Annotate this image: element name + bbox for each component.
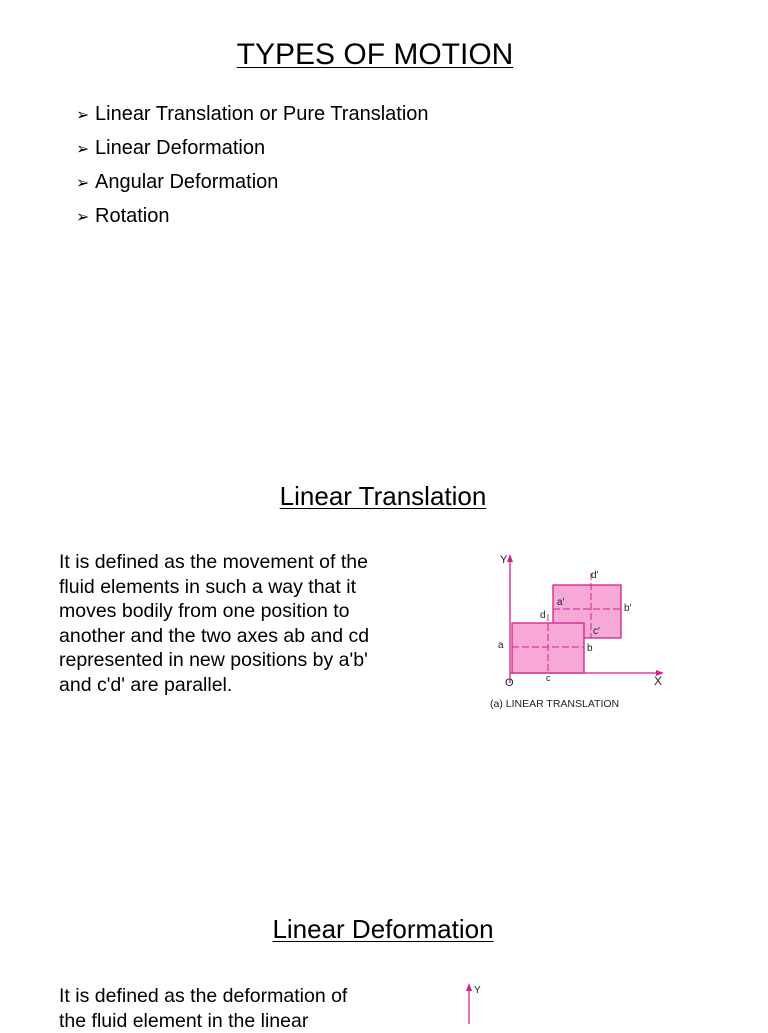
label-c: c	[546, 673, 551, 683]
list-item-label: Linear Deformation	[95, 137, 266, 159]
x-axis-label: X	[654, 674, 663, 688]
y-axis-label: Y	[500, 554, 508, 566]
origin-label: O	[505, 677, 514, 689]
linear-deformation-description: It is defined as the deformation of the fluid element in the linear	[59, 985, 348, 1032]
label-a: a	[498, 640, 504, 651]
label-a-prime: a′	[557, 597, 565, 608]
arrow-bullet-icon: ➢	[76, 175, 90, 192]
page-title: TYPES OF MOTION	[236, 38, 514, 71]
y-axis-arrow-icon	[507, 554, 513, 562]
label-d-prime: d′	[591, 570, 599, 581]
label-d: d	[540, 610, 546, 621]
list-item	[76, 200, 429, 234]
list-item-label: Angular Deformation	[95, 171, 279, 193]
y-axis-arrow-icon	[466, 983, 472, 991]
list-item	[76, 166, 429, 200]
section-heading-linear-translation: Linear Translation	[279, 481, 487, 511]
motion-types-list	[76, 98, 429, 234]
list-item	[76, 132, 429, 166]
list-item	[76, 98, 429, 132]
arrow-bullet-icon: ➢	[76, 209, 90, 226]
label-b-prime: b′	[624, 603, 632, 614]
y-axis-label: Y	[474, 985, 481, 996]
linear-translation-figure	[480, 548, 680, 718]
label-c-prime: c′	[593, 626, 600, 637]
linear-deformation-figure	[460, 980, 500, 1024]
list-item-label: Rotation	[95, 205, 170, 227]
list-item-label: Linear Translation or Pure Translation	[95, 103, 429, 125]
arrow-bullet-icon: ➢	[76, 141, 90, 158]
figure-caption: (a) LINEAR TRANSLATION	[490, 698, 620, 710]
section-heading-linear-deformation: Linear Deformation	[272, 914, 494, 944]
arrow-bullet-icon: ➢	[76, 107, 90, 124]
label-b: b	[587, 643, 593, 654]
linear-translation-description: It is defined as the movement of the fluid elements in such a way that it moves bodily from one position to another and the two axes ab and cd represented in new positions by a'b' and c'd' are parallel.	[59, 551, 370, 696]
